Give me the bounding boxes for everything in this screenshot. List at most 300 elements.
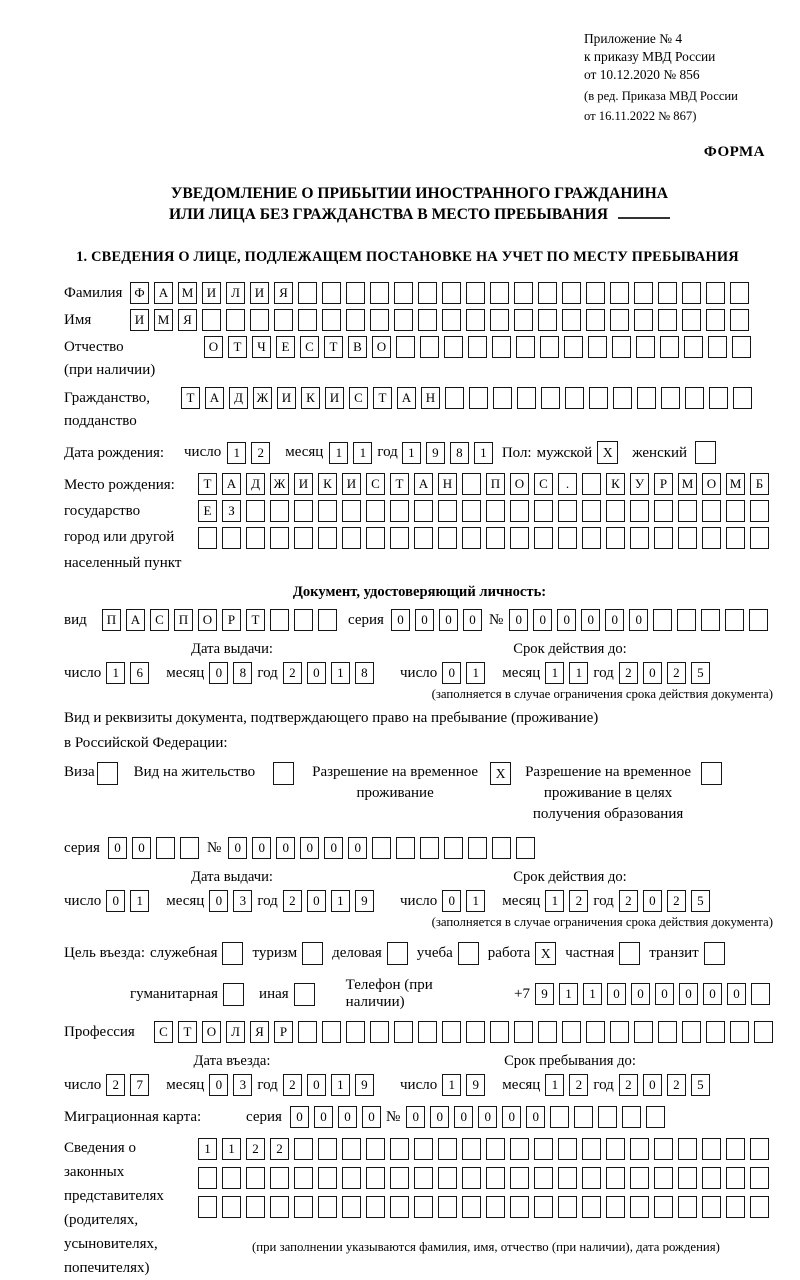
char-cell[interactable]: 1 bbox=[331, 662, 350, 684]
char-cell[interactable]: 0 bbox=[415, 609, 434, 631]
char-cell[interactable] bbox=[414, 527, 433, 549]
char-cell[interactable] bbox=[701, 609, 720, 631]
char-cell[interactable]: 0 bbox=[442, 662, 461, 684]
char-cell[interactable] bbox=[202, 309, 221, 331]
char-cell[interactable] bbox=[318, 527, 337, 549]
char-cell[interactable] bbox=[390, 1138, 409, 1160]
arrival-year-input[interactable] bbox=[283, 1074, 379, 1096]
purpose-humanitarian-checkbox[interactable] bbox=[223, 983, 244, 1006]
char-cell[interactable] bbox=[486, 500, 505, 522]
char-cell[interactable] bbox=[606, 500, 625, 522]
char-cell[interactable] bbox=[342, 500, 361, 522]
char-cell[interactable]: Ч bbox=[252, 336, 271, 358]
char-cell[interactable]: 8 bbox=[355, 662, 374, 684]
char-cell[interactable]: 8 bbox=[233, 662, 252, 684]
citizenship-input[interactable] bbox=[181, 387, 757, 409]
char-cell[interactable]: 2 bbox=[283, 890, 302, 912]
char-cell[interactable] bbox=[370, 282, 389, 304]
char-cell[interactable]: 0 bbox=[307, 1074, 326, 1096]
char-cell[interactable]: 3 bbox=[233, 890, 252, 912]
char-cell[interactable]: 0 bbox=[502, 1106, 521, 1128]
char-cell[interactable] bbox=[750, 1167, 769, 1189]
char-cell[interactable] bbox=[586, 282, 605, 304]
char-cell[interactable]: 1 bbox=[466, 890, 485, 912]
char-cell[interactable] bbox=[730, 309, 749, 331]
char-cell[interactable] bbox=[462, 1167, 481, 1189]
char-cell[interactable] bbox=[558, 500, 577, 522]
char-cell[interactable]: 0 bbox=[132, 837, 151, 859]
char-cell[interactable] bbox=[678, 500, 697, 522]
char-cell[interactable]: Т bbox=[373, 387, 392, 409]
char-cell[interactable]: А bbox=[222, 473, 241, 495]
char-cell[interactable]: С bbox=[349, 387, 368, 409]
char-cell[interactable] bbox=[750, 500, 769, 522]
char-cell[interactable] bbox=[558, 1196, 577, 1218]
residence-number-input[interactable] bbox=[228, 837, 540, 859]
char-cell[interactable]: 0 bbox=[307, 662, 326, 684]
char-cell[interactable] bbox=[414, 1196, 433, 1218]
char-cell[interactable] bbox=[390, 527, 409, 549]
char-cell[interactable]: Д bbox=[246, 473, 265, 495]
char-cell[interactable] bbox=[342, 1167, 361, 1189]
char-cell[interactable] bbox=[322, 282, 341, 304]
doc-number-input[interactable] bbox=[509, 609, 773, 631]
char-cell[interactable] bbox=[562, 1021, 581, 1043]
char-cell[interactable]: С bbox=[300, 336, 319, 358]
char-cell[interactable]: З bbox=[222, 500, 241, 522]
char-cell[interactable]: Ж bbox=[253, 387, 272, 409]
char-cell[interactable] bbox=[749, 609, 768, 631]
char-cell[interactable]: И bbox=[202, 282, 221, 304]
birth-month-input[interactable] bbox=[329, 442, 377, 464]
char-cell[interactable] bbox=[514, 1021, 533, 1043]
residence-expiry-month-input[interactable] bbox=[545, 890, 593, 912]
char-cell[interactable] bbox=[653, 609, 672, 631]
purpose-study-checkbox[interactable] bbox=[458, 942, 479, 965]
expiry-year-input[interactable] bbox=[619, 662, 715, 684]
char-cell[interactable]: Р bbox=[654, 473, 673, 495]
char-cell[interactable]: 1 bbox=[227, 442, 246, 464]
char-cell[interactable]: 0 bbox=[338, 1106, 357, 1128]
char-cell[interactable]: 0 bbox=[252, 837, 271, 859]
char-cell[interactable] bbox=[510, 1167, 529, 1189]
char-cell[interactable] bbox=[586, 309, 605, 331]
char-cell[interactable]: М bbox=[154, 309, 173, 331]
birth-place-input-row3[interactable] bbox=[198, 527, 774, 549]
char-cell[interactable] bbox=[198, 527, 217, 549]
char-cell[interactable] bbox=[702, 1196, 721, 1218]
issue-year-input[interactable] bbox=[283, 662, 379, 684]
char-cell[interactable] bbox=[346, 309, 365, 331]
char-cell[interactable]: 1 bbox=[466, 662, 485, 684]
representatives-input-row2[interactable] bbox=[198, 1167, 774, 1189]
char-cell[interactable] bbox=[598, 1106, 617, 1128]
char-cell[interactable] bbox=[562, 282, 581, 304]
patronymic-input[interactable] bbox=[204, 336, 756, 358]
char-cell[interactable] bbox=[610, 282, 629, 304]
char-cell[interactable] bbox=[654, 1196, 673, 1218]
char-cell[interactable]: 0 bbox=[362, 1106, 381, 1128]
char-cell[interactable]: 2 bbox=[667, 1074, 686, 1096]
char-cell[interactable] bbox=[366, 1196, 385, 1218]
char-cell[interactable] bbox=[490, 309, 509, 331]
char-cell[interactable] bbox=[250, 309, 269, 331]
char-cell[interactable] bbox=[294, 527, 313, 549]
char-cell[interactable] bbox=[274, 309, 293, 331]
char-cell[interactable] bbox=[682, 1021, 701, 1043]
char-cell[interactable] bbox=[564, 336, 583, 358]
migration-series-input[interactable] bbox=[290, 1106, 386, 1128]
representatives-input-row1[interactable] bbox=[198, 1138, 774, 1160]
char-cell[interactable] bbox=[342, 1196, 361, 1218]
char-cell[interactable] bbox=[582, 1138, 601, 1160]
char-cell[interactable] bbox=[708, 336, 727, 358]
char-cell[interactable] bbox=[445, 387, 464, 409]
arrival-month-input[interactable] bbox=[209, 1074, 257, 1096]
char-cell[interactable]: С bbox=[534, 473, 553, 495]
char-cell[interactable]: 1 bbox=[106, 662, 125, 684]
char-cell[interactable] bbox=[492, 336, 511, 358]
char-cell[interactable] bbox=[318, 609, 337, 631]
stay-month-input[interactable] bbox=[545, 1074, 593, 1096]
char-cell[interactable] bbox=[730, 282, 749, 304]
char-cell[interactable]: А bbox=[414, 473, 433, 495]
char-cell[interactable] bbox=[582, 500, 601, 522]
char-cell[interactable]: 5 bbox=[691, 1074, 710, 1096]
residence-series-input[interactable] bbox=[108, 837, 204, 859]
char-cell[interactable] bbox=[541, 387, 560, 409]
char-cell[interactable]: М bbox=[678, 473, 697, 495]
char-cell[interactable]: 0 bbox=[478, 1106, 497, 1128]
char-cell[interactable] bbox=[634, 309, 653, 331]
char-cell[interactable] bbox=[438, 1138, 457, 1160]
char-cell[interactable] bbox=[198, 1167, 217, 1189]
char-cell[interactable] bbox=[270, 609, 289, 631]
temp-residence-checkbox[interactable]: X bbox=[490, 762, 511, 785]
char-cell[interactable]: 1 bbox=[329, 442, 348, 464]
char-cell[interactable] bbox=[682, 309, 701, 331]
char-cell[interactable]: Н bbox=[421, 387, 440, 409]
sex-male-checkbox[interactable]: X bbox=[597, 441, 618, 464]
char-cell[interactable] bbox=[226, 309, 245, 331]
char-cell[interactable] bbox=[606, 1138, 625, 1160]
char-cell[interactable]: 0 bbox=[631, 983, 650, 1005]
char-cell[interactable]: 2 bbox=[106, 1074, 125, 1096]
purpose-work-checkbox[interactable]: X bbox=[535, 942, 556, 965]
char-cell[interactable] bbox=[493, 387, 512, 409]
char-cell[interactable] bbox=[582, 1196, 601, 1218]
purpose-tourism-checkbox[interactable] bbox=[302, 942, 323, 965]
char-cell[interactable]: 0 bbox=[643, 662, 662, 684]
char-cell[interactable] bbox=[610, 1021, 629, 1043]
char-cell[interactable] bbox=[534, 1167, 553, 1189]
char-cell[interactable]: 8 bbox=[450, 442, 469, 464]
char-cell[interactable] bbox=[726, 500, 745, 522]
char-cell[interactable] bbox=[538, 309, 557, 331]
char-cell[interactable]: И bbox=[250, 282, 269, 304]
char-cell[interactable] bbox=[318, 1138, 337, 1160]
char-cell[interactable] bbox=[390, 1196, 409, 1218]
char-cell[interactable] bbox=[322, 1021, 341, 1043]
char-cell[interactable] bbox=[574, 1106, 593, 1128]
char-cell[interactable]: 2 bbox=[667, 662, 686, 684]
char-cell[interactable] bbox=[346, 1021, 365, 1043]
char-cell[interactable]: 0 bbox=[209, 662, 228, 684]
char-cell[interactable]: 3 bbox=[233, 1074, 252, 1096]
char-cell[interactable]: Т bbox=[324, 336, 343, 358]
char-cell[interactable]: Я bbox=[178, 309, 197, 331]
surname-input[interactable] bbox=[130, 282, 754, 304]
char-cell[interactable] bbox=[610, 309, 629, 331]
temp-residence-edu-checkbox[interactable] bbox=[701, 762, 722, 785]
char-cell[interactable] bbox=[751, 983, 770, 1005]
char-cell[interactable] bbox=[606, 527, 625, 549]
char-cell[interactable] bbox=[366, 1167, 385, 1189]
char-cell[interactable] bbox=[754, 1021, 773, 1043]
profession-input[interactable] bbox=[154, 1021, 778, 1043]
char-cell[interactable] bbox=[558, 1138, 577, 1160]
char-cell[interactable] bbox=[294, 500, 313, 522]
char-cell[interactable] bbox=[709, 387, 728, 409]
char-cell[interactable] bbox=[414, 1167, 433, 1189]
char-cell[interactable] bbox=[510, 1196, 529, 1218]
char-cell[interactable] bbox=[685, 387, 704, 409]
char-cell[interactable]: Ж bbox=[270, 473, 289, 495]
char-cell[interactable] bbox=[318, 1196, 337, 1218]
char-cell[interactable]: У bbox=[630, 473, 649, 495]
char-cell[interactable] bbox=[630, 1138, 649, 1160]
char-cell[interactable] bbox=[466, 1021, 485, 1043]
char-cell[interactable] bbox=[517, 387, 536, 409]
char-cell[interactable] bbox=[510, 1138, 529, 1160]
char-cell[interactable] bbox=[396, 837, 415, 859]
char-cell[interactable] bbox=[270, 527, 289, 549]
char-cell[interactable]: И bbox=[342, 473, 361, 495]
representatives-input-row3[interactable] bbox=[198, 1196, 774, 1218]
char-cell[interactable] bbox=[442, 1021, 461, 1043]
char-cell[interactable]: 0 bbox=[727, 983, 746, 1005]
char-cell[interactable]: А bbox=[205, 387, 224, 409]
char-cell[interactable] bbox=[677, 609, 696, 631]
char-cell[interactable] bbox=[370, 309, 389, 331]
char-cell[interactable] bbox=[750, 1196, 769, 1218]
char-cell[interactable] bbox=[372, 837, 391, 859]
char-cell[interactable] bbox=[702, 527, 721, 549]
char-cell[interactable]: 2 bbox=[619, 662, 638, 684]
char-cell[interactable] bbox=[418, 282, 437, 304]
char-cell[interactable] bbox=[582, 473, 601, 495]
char-cell[interactable] bbox=[606, 1167, 625, 1189]
birth-place-input-row2[interactable] bbox=[198, 500, 774, 522]
char-cell[interactable]: Т bbox=[198, 473, 217, 495]
char-cell[interactable] bbox=[442, 282, 461, 304]
char-cell[interactable] bbox=[726, 527, 745, 549]
char-cell[interactable] bbox=[490, 1021, 509, 1043]
char-cell[interactable]: 1 bbox=[559, 983, 578, 1005]
char-cell[interactable] bbox=[630, 527, 649, 549]
char-cell[interactable] bbox=[180, 837, 199, 859]
char-cell[interactable] bbox=[732, 336, 751, 358]
char-cell[interactable] bbox=[565, 387, 584, 409]
char-cell[interactable]: 5 bbox=[691, 662, 710, 684]
char-cell[interactable]: 0 bbox=[276, 837, 295, 859]
char-cell[interactable] bbox=[682, 282, 701, 304]
char-cell[interactable]: П bbox=[486, 473, 505, 495]
char-cell[interactable]: 2 bbox=[283, 662, 302, 684]
char-cell[interactable]: 0 bbox=[324, 837, 343, 859]
char-cell[interactable]: П bbox=[102, 609, 121, 631]
char-cell[interactable]: 2 bbox=[270, 1138, 289, 1160]
char-cell[interactable] bbox=[726, 1196, 745, 1218]
char-cell[interactable]: А bbox=[397, 387, 416, 409]
char-cell[interactable]: О bbox=[202, 1021, 221, 1043]
char-cell[interactable] bbox=[246, 527, 265, 549]
char-cell[interactable]: 2 bbox=[283, 1074, 302, 1096]
residence-issue-month-input[interactable] bbox=[209, 890, 257, 912]
char-cell[interactable] bbox=[444, 837, 463, 859]
char-cell[interactable] bbox=[622, 1106, 641, 1128]
char-cell[interactable] bbox=[222, 527, 241, 549]
char-cell[interactable] bbox=[612, 336, 631, 358]
char-cell[interactable] bbox=[726, 1167, 745, 1189]
char-cell[interactable] bbox=[510, 500, 529, 522]
char-cell[interactable] bbox=[750, 527, 769, 549]
char-cell[interactable] bbox=[534, 500, 553, 522]
char-cell[interactable] bbox=[654, 500, 673, 522]
purpose-official-checkbox[interactable] bbox=[222, 942, 243, 965]
char-cell[interactable] bbox=[550, 1106, 569, 1128]
char-cell[interactable] bbox=[486, 1138, 505, 1160]
char-cell[interactable] bbox=[558, 527, 577, 549]
char-cell[interactable] bbox=[298, 1021, 317, 1043]
char-cell[interactable]: 0 bbox=[307, 890, 326, 912]
char-cell[interactable] bbox=[634, 282, 653, 304]
char-cell[interactable]: 1 bbox=[583, 983, 602, 1005]
char-cell[interactable] bbox=[637, 387, 656, 409]
char-cell[interactable]: Т bbox=[181, 387, 200, 409]
char-cell[interactable]: 0 bbox=[454, 1106, 473, 1128]
issue-month-input[interactable] bbox=[209, 662, 257, 684]
char-cell[interactable] bbox=[346, 282, 365, 304]
char-cell[interactable]: К bbox=[318, 473, 337, 495]
char-cell[interactable] bbox=[298, 282, 317, 304]
char-cell[interactable] bbox=[678, 1138, 697, 1160]
char-cell[interactable]: 0 bbox=[607, 983, 626, 1005]
char-cell[interactable] bbox=[510, 527, 529, 549]
char-cell[interactable]: И bbox=[294, 473, 313, 495]
char-cell[interactable] bbox=[582, 527, 601, 549]
char-cell[interactable]: . bbox=[558, 473, 577, 495]
char-cell[interactable] bbox=[198, 1196, 217, 1218]
char-cell[interactable] bbox=[322, 309, 341, 331]
char-cell[interactable]: И bbox=[130, 309, 149, 331]
char-cell[interactable] bbox=[630, 500, 649, 522]
char-cell[interactable]: 0 bbox=[209, 890, 228, 912]
char-cell[interactable]: М bbox=[726, 473, 745, 495]
char-cell[interactable] bbox=[444, 336, 463, 358]
char-cell[interactable] bbox=[469, 387, 488, 409]
char-cell[interactable] bbox=[750, 1138, 769, 1160]
char-cell[interactable] bbox=[678, 1196, 697, 1218]
char-cell[interactable] bbox=[438, 1167, 457, 1189]
char-cell[interactable] bbox=[438, 527, 457, 549]
char-cell[interactable]: 1 bbox=[442, 1074, 461, 1096]
char-cell[interactable]: 9 bbox=[426, 442, 445, 464]
char-cell[interactable] bbox=[706, 282, 725, 304]
char-cell[interactable] bbox=[516, 336, 535, 358]
char-cell[interactable] bbox=[702, 500, 721, 522]
char-cell[interactable]: Т bbox=[178, 1021, 197, 1043]
char-cell[interactable] bbox=[396, 336, 415, 358]
char-cell[interactable] bbox=[706, 309, 725, 331]
char-cell[interactable] bbox=[630, 1196, 649, 1218]
char-cell[interactable] bbox=[586, 1021, 605, 1043]
char-cell[interactable]: 5 bbox=[691, 890, 710, 912]
char-cell[interactable] bbox=[684, 336, 703, 358]
residence-permit-checkbox[interactable] bbox=[273, 762, 294, 785]
char-cell[interactable] bbox=[342, 1138, 361, 1160]
stay-year-input[interactable] bbox=[619, 1074, 715, 1096]
char-cell[interactable]: 1 bbox=[569, 662, 588, 684]
doc-series-input[interactable] bbox=[391, 609, 487, 631]
char-cell[interactable]: 2 bbox=[667, 890, 686, 912]
char-cell[interactable]: 7 bbox=[130, 1074, 149, 1096]
char-cell[interactable] bbox=[466, 282, 485, 304]
char-cell[interactable] bbox=[634, 1021, 653, 1043]
char-cell[interactable]: 0 bbox=[442, 890, 461, 912]
char-cell[interactable] bbox=[658, 282, 677, 304]
char-cell[interactable] bbox=[646, 1106, 665, 1128]
char-cell[interactable] bbox=[294, 1196, 313, 1218]
char-cell[interactable]: 0 bbox=[290, 1106, 309, 1128]
phone-input[interactable] bbox=[535, 983, 775, 1005]
char-cell[interactable]: Р bbox=[222, 609, 241, 631]
char-cell[interactable] bbox=[490, 282, 509, 304]
char-cell[interactable]: 0 bbox=[581, 609, 600, 631]
char-cell[interactable] bbox=[394, 1021, 413, 1043]
name-input[interactable] bbox=[130, 309, 754, 331]
expiry-day-input[interactable] bbox=[442, 662, 490, 684]
arrival-day-input[interactable] bbox=[106, 1074, 154, 1096]
char-cell[interactable] bbox=[342, 527, 361, 549]
char-cell[interactable]: Р bbox=[274, 1021, 293, 1043]
char-cell[interactable] bbox=[486, 527, 505, 549]
char-cell[interactable]: Я bbox=[274, 282, 293, 304]
char-cell[interactable]: 0 bbox=[605, 609, 624, 631]
char-cell[interactable] bbox=[562, 309, 581, 331]
birth-year-input[interactable] bbox=[402, 442, 498, 464]
char-cell[interactable]: 0 bbox=[430, 1106, 449, 1128]
char-cell[interactable] bbox=[394, 309, 413, 331]
char-cell[interactable]: К bbox=[301, 387, 320, 409]
char-cell[interactable] bbox=[725, 609, 744, 631]
char-cell[interactable] bbox=[462, 527, 481, 549]
char-cell[interactable] bbox=[636, 336, 655, 358]
char-cell[interactable] bbox=[414, 500, 433, 522]
char-cell[interactable] bbox=[246, 1167, 265, 1189]
char-cell[interactable] bbox=[390, 1167, 409, 1189]
char-cell[interactable] bbox=[516, 837, 535, 859]
char-cell[interactable] bbox=[606, 1196, 625, 1218]
char-cell[interactable]: 0 bbox=[348, 837, 367, 859]
char-cell[interactable] bbox=[418, 1021, 437, 1043]
char-cell[interactable] bbox=[418, 309, 437, 331]
char-cell[interactable] bbox=[589, 387, 608, 409]
char-cell[interactable] bbox=[298, 309, 317, 331]
char-cell[interactable] bbox=[246, 1196, 265, 1218]
char-cell[interactable] bbox=[438, 1196, 457, 1218]
char-cell[interactable]: А bbox=[126, 609, 145, 631]
